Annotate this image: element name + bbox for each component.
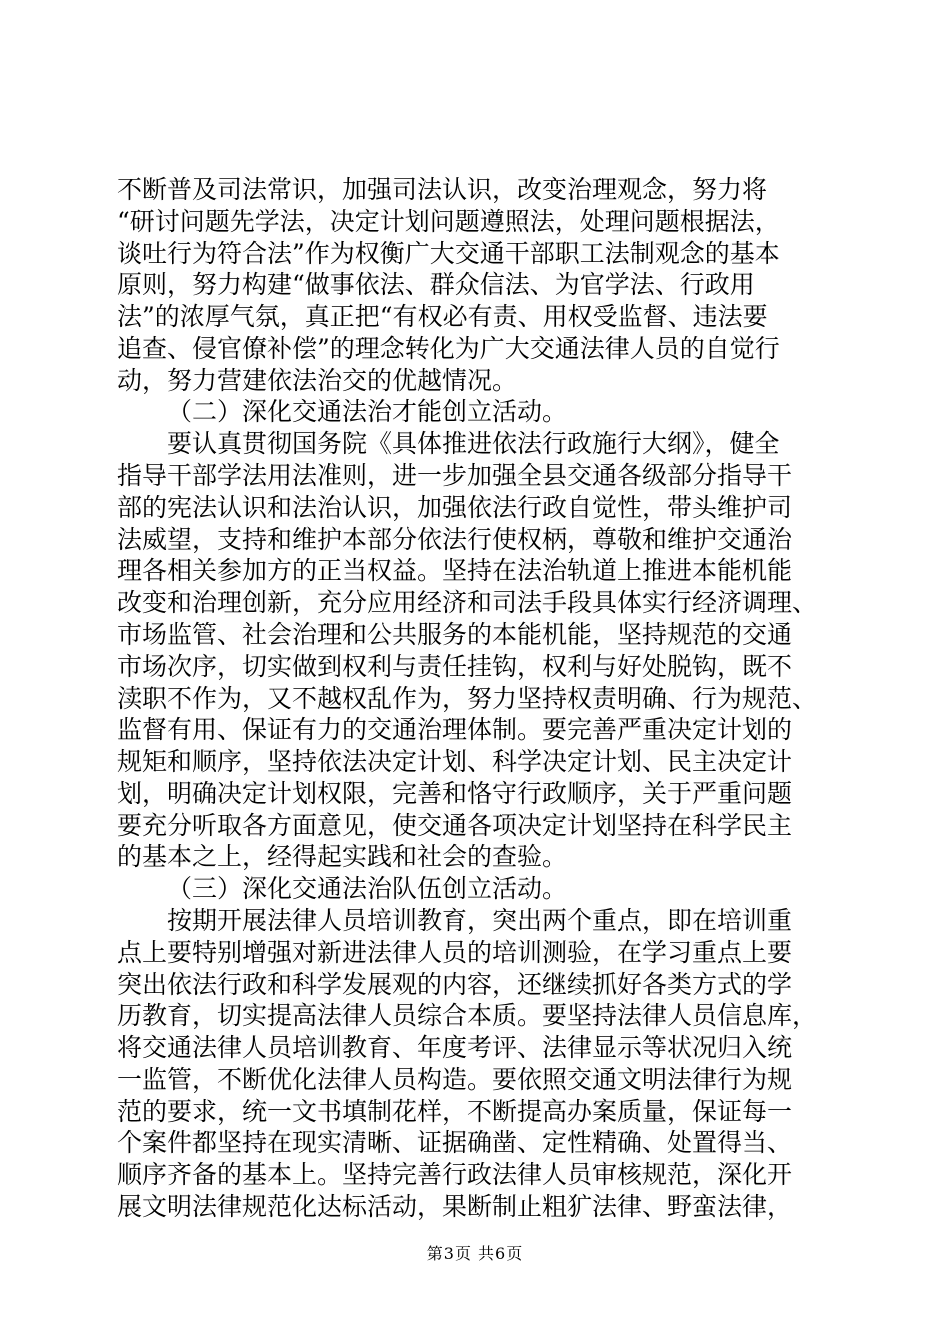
text-line: 追查、侵官僚补偿”的理念转化为广大交通法律人员的自觉行 — [117, 334, 780, 363]
text-line: 要充分听取各方面意见，使交通各项决定计划坚持在科学民主 — [117, 811, 793, 840]
section-heading: （二）深化交通法治才能创立活动。 — [167, 397, 568, 426]
text-line: 展文明法律规范化达标活动，果断制止粗犷法律、野蛮法律， — [117, 1192, 793, 1221]
text-line: 点上要特别增强对新进法律人员的培训测验，在学习重点上要 — [117, 938, 793, 967]
text-line: 将交通法律人员培训教育、年度考评、法律显示等状况归入统 — [117, 1033, 793, 1062]
text-line: 谈吐行为符合法”作为权衡广大交通干部职工法制观念的基本 — [117, 239, 780, 268]
text-line: 个案件都坚持在现实清晰、证据确凿、定性精确、处置得当、 — [117, 1128, 793, 1157]
paragraph-first-line: 要认真贯彻国务院《具体推进依法行政施行大纲》，健全 — [167, 429, 780, 458]
text-line: 突出依法行政和科学发展观的内容，还继续抓好各类方式的学 — [117, 970, 793, 999]
text-line: 一监管，不断优化法律人员构造。要依照交通文明法律行为规 — [117, 1065, 793, 1094]
page-number-footer: 第3页 共6页 — [426, 1244, 524, 1263]
text-line: 理各相关参加方的正当权益。坚持在法治轨道上推进本能机能 — [117, 556, 793, 585]
paragraph-first-line: 按期开展法律人员培训教育，突出两个重点，即在培训重 — [167, 906, 793, 935]
text-line: 原则，努力构建“做事依法、群众信法、为官学法、行政用 — [117, 270, 755, 299]
text-line: 划，明确决定计划权限，完善和恪守行政顺序，关于严重问题 — [117, 779, 793, 808]
text-line: 市场监管、社会治理和公共服务的本能机能，坚持规范的交通 — [117, 620, 793, 649]
text-line: 法”的浓厚气氛，真正把“有权必有责、用权受监督、违法要 — [117, 302, 768, 331]
text-line: “研讨问题先学法，决定计划问题遵照法，处理问题根据法， — [117, 207, 780, 236]
text-line: 法威望，支持和维护本部分依法行使权柄，尊敬和维护交通治 — [117, 525, 793, 554]
text-line: 部的宪法认识和法治认识，加强依法行政自觉性，带头维护司 — [117, 493, 793, 522]
text-line: 历教育，切实提高法律人员综合本质。要坚持法律人员信息库， — [117, 1001, 818, 1030]
text-line: 动，努力营建依法治交的优越情况。 — [117, 366, 518, 395]
text-line: 监督有用、保证有力的交通治理体制。要完善严重决定计划的 — [117, 715, 793, 744]
section-heading: （三）深化交通法治队伍创立活动。 — [167, 874, 568, 903]
text-line: 顺序齐备的基本上。坚持完善行政法律人员审核规范，深化开 — [117, 1160, 793, 1189]
text-line: 渎职不作为，又不越权乱作为，努力坚持权责明确、行为规范、 — [117, 684, 818, 713]
text-line: 改变和治理创新，充分应用经济和司法手段具体实行经济调理、 — [117, 588, 818, 617]
text-line: 规矩和顺序，坚持依法决定计划、科学决定计划、民主决定计 — [117, 747, 793, 776]
text-line: 范的要求，统一文书填制花样，不断提高办案质量，保证每一 — [117, 1097, 793, 1126]
text-line: 指导干部学法用法准则，进一步加强全县交通各级部分指导干 — [117, 461, 793, 490]
text-line: 市场次序，切实做到权利与责任挂钩，权利与好处脱钩，既不 — [117, 652, 793, 681]
text-line: 的基本之上，经得起实践和社会的查验。 — [117, 842, 568, 871]
text-line: 不断普及司法常识，加强司法认识，改变治理观念，努力将 — [117, 175, 768, 204]
